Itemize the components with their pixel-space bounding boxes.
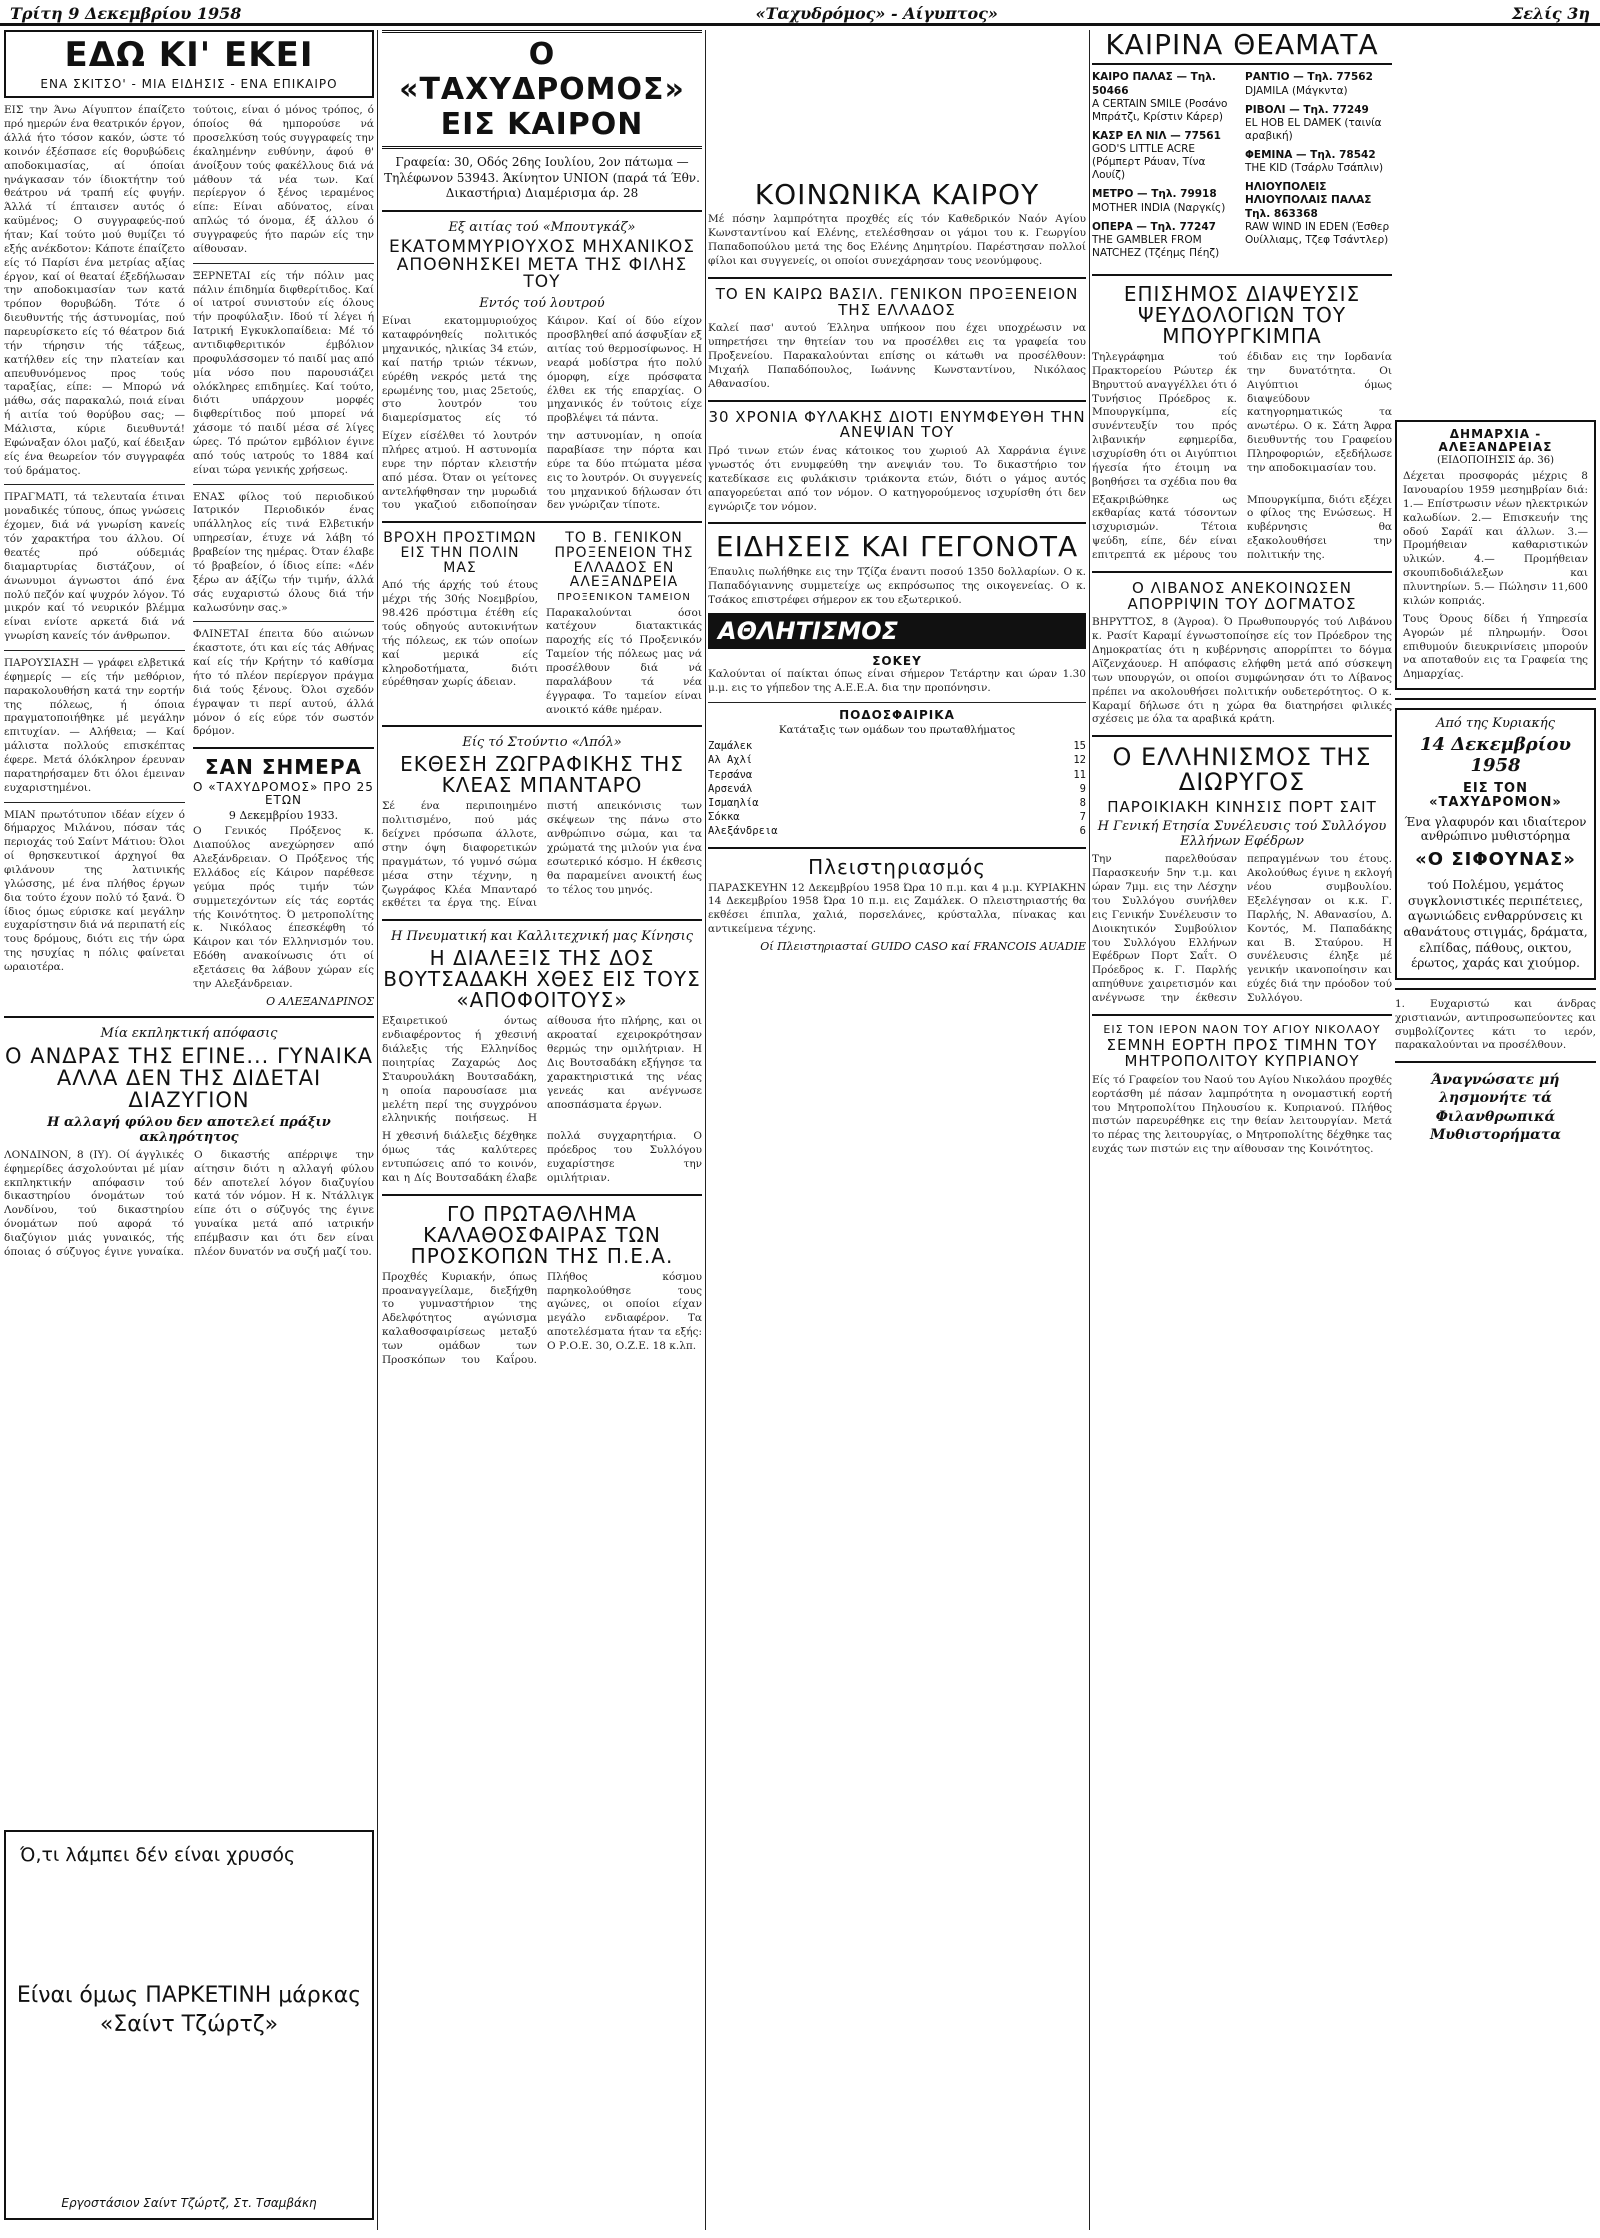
article-text: Τηλεγράφημα τού Πρακτορείου Ρώυτερ έκ Βηρυττού αναγγέλλει ότι ό Τυνήσιος Πρόεδρος κ. Μπουργκίμπα, είς συνέντευξίν του πρός λιβανικήν εφημερίδα, ισχυρίσθη ότι οι Αιγύπτιοι ήγεσία ήτο έτοιμη να βοηθήσει τα σχέδια που θα έδιδαν εις την Ιορδανία την δυνατότητα. Οι Αιγύπτιοι όμως διαψεύδουν κατηγορηματικώς τα ανωτέρω. Ο κ. Σάτη Άφρα διευθυντής του Γραφείου Πληροφοριών, εξεδήλωσε την αποδοκιμασίαν του.: [1092, 351, 1392, 488]
section-header-box: [4, 30, 374, 98]
column-2: [382, 30, 702, 2230]
serial-lead: Ένα γλαφυρόν και ιδιαίτερον ανθρώπινο μυθιστόρημα: [1404, 815, 1587, 844]
team-points: 11: [1073, 768, 1086, 781]
article-text: Την παρελθούσαν Παρασκευήν 5ην τ.μ. και ώραν 7μμ. εις την Λέσχην του Συλλόγου συνήλθεν εις Γενικήν Συνέλευσιν το Διοικητικόν Συμβούλιον του Συλλόγου Ελλήνων Εφέδρων Πορτ Σαΐτ. Ο Πρόεδρος κ. Γ. Παρλής απηύθυνε χαιρετισμόν και ανέγνωσε την έκθεσιν πεπραγμένων του έτους. Ακολούθως έγινε η εκλογή νέου συμβουλίου. Εξελέγησαν οι κ.κ. Γ. Παρλής, Ν. Αθανασίου, Δ. Κοντός, Μ. Παπαδάκης και Β. Σταύρου. Η συνέλευσις έληξε μέ γενικήν ικανοποίησιν και εύχές διά την πρόοδον τού Συλλόγου.: [1092, 853, 1392, 1004]
cinema-list-right: [1245, 71, 1392, 266]
notice-text: Τους Όρους δίδει ή Υπηρεσία Αγορών μέ πληρωμήν. Όσοι επιθυμούν διευκρινίσεις μπορούν να αποταθούν εις τα Γραφεία της Δημαρχίας.: [1403, 612, 1588, 681]
sports-subheading: Κατάταξις των ομάδων του πρωταθλήματος: [778, 724, 1016, 737]
divider: [1395, 698, 1596, 700]
article-headline: ΒΡΟΧΗ ΠΡΟΣΤΙΜΩΝ ΕΙΣ ΤΗΝ ΠΟΛΙΝ ΜΑΣ: [383, 530, 537, 576]
article-text: Προχθές Κυριακήν, όπως προαναγγείλαμε, διεξήχθη το γυμναστήριον της Αδελφότητος αγώνισμα καλαθοσφαιρίσεως μεταξύ των ομάδων των Προσκόπων του Καΐρου. Πλήθος κόσμου παρηκολούθησε τους αγώνες, οι οποίοι είχαν μεγάλο ενδιαφέρον. Τα αποτελέσματα ήταν τα εξής: Ο Ρ.Ο.Ε. 30, Ο.Ζ.Ε. 18 κ.λπ.: [382, 1270, 702, 1366]
cinema-film: THE GAMBLER FROM NATCHEZ (Τζέημς Πέηζ): [1092, 233, 1220, 259]
article-text: Είχεν είσέλθει τό λουτρόν πλήρες ατμού. Η αστυνομία ευρε την πόρταν κλειστήν από μέσα. Όταν οι γείτονες αντελήφθησαν την μυρωδιά του γκαζιού ειδοποίησαν την αστυνομίαν, η οποία παραβίασε την πόρτα και εύρε τα δύο πτώματα μέσα εις το λουτρόν. Οι συγγενείς του μηχανικού δήλωσαν ότι δεν γνώριζαν τίποτε.: [382, 430, 702, 512]
cinema-name: ΦΕΜΙΝΑ — Τηλ. 78542: [1245, 149, 1376, 162]
divider: [708, 522, 1086, 524]
divider: [1092, 274, 1392, 276]
municipal-notice: [1395, 420, 1596, 690]
divider: [193, 747, 374, 749]
article-headline: Ο ΕΛΛΗΝΙΣΜΟΣ ΤΗΣ ΔΙΩΡΥΓΟΣ: [1112, 743, 1372, 797]
divider: [1092, 1014, 1392, 1016]
cinema-entry: [1245, 181, 1392, 247]
office-address: Γραφεία: 30, Οδός 26ης Ιουλίου, 2ον πάτωμα — Τηλέφωνον 53943. Άκίνητον UNION (παρά τά Έθν. Δικαστήρια) Διαμέρισμα άρ. 28: [384, 155, 700, 201]
standings-row: [708, 782, 1086, 796]
parquet-advertisement: [4, 1830, 374, 2220]
article-text: Εξακριβώθηκε ως εκθαρίας κατά τόσοντων ισχυρισμών. Τέτοια ψεύδη, είπε, δέν είναι επιτρεπτά εκ μέρους του Μπουργκίμπα, διότι εξέχει ο φίλος της Ενώσεως. Η κυβέρνησις θα εξακολουθήσει την πολιτικήν της.: [1092, 493, 1392, 562]
standings-row: [708, 810, 1086, 824]
article-text: Είς τό Γραφείον του Ναού του Αγίου Νικολάου προχθές εορτάσθη μέ πάσαν λαμπρότητα η ονομαστική εορτή του Μητροπολίτου Πηλουσίου κ. Κυπριανού. Πλήθος πιστών παρευρέθηκε εις την θείαν λειτουργίαν. Μετά το πέρας της λειτουργίας, ο Μητροπολίτης δέχθηκε τας ευχάς των πιστών εις την αίθουσαν της Κοινότητος.: [1092, 1073, 1392, 1156]
divider: [4, 1016, 374, 1018]
article-kicker: Η Πνευματική και Καλλιτεχνική μας Κίνησις: [390, 929, 694, 945]
social-title: ΚΟΙΝΩΝΙΚΑ ΚΑΙΡΟΥ: [754, 178, 1040, 211]
divider: [193, 621, 374, 622]
cinema-name: ΚΑΙΡΟ ΠΑΛΑΣ — Τηλ. 50466: [1092, 71, 1216, 97]
divider: [1395, 988, 1596, 990]
article-text: τούτοις, είναι ό μόνος τρόπος, ό όποίος θά ημπορούσε νά προσελκύση τούς συγγραφείς την έκαλημένην ευθύνην, άφού θ' άνοίξουν τούς φακέλλους διά νά μάθουν τά νέα των. Καί περίεργον ό ξένος ιεραμένος είπε: Είναι αδύνατος, είναι απλώς τό όνομα, έξ άλλου ό συγγραφεύς ήτο παρών είς την αίθουσαν.: [193, 104, 374, 255]
column-3: [708, 30, 1086, 2230]
article-headline: Ο ΑΝΔΡΑΣ ΤΗΣ ΕΓΙΝΕ... ΓΥΝΑΙΚΑ ΑΛΛΑ ΔΕΝ ΤΗΣ ΔΙΔΕΤΑΙ ΔΙΑΖΥΓΙΟΝ: [5, 1043, 373, 1112]
divider: [4, 650, 185, 651]
article-text: ΠΑΡΑΣΚΕΥΗΝ 12 Δεκεμβρίου 1958 Ώρα 10 π.μ. και 4 μ.μ. ΚΥΡΙΑΚΗΝ 14 Δεκεμβρίου 1958 Ώρα 10 π.μ. εις Ζαμάλεκ. Ο πλειστηριαστής θα εκθέσει έπιπλα, χαλιά, πορσελάνες, κρύσταλλα, πίνακας και αντικείμενα τέχνης.: [708, 881, 1086, 936]
article-text: Σέ ένα περιποιημένο πολιτισμένο, πού μάς δείχνει πρόσωπα άλλοτε, στην όψη διαφορετικών πραγμάτων, τό γυμνό σώμα μέσα στην τέχνην, η ζωγράφος Κλέα Μπανταρό εκθέτει τα έργα της. Είναι πιστή απεικόνισις των σκέψεων της πάνω στο ανθρώπινο σώμα, και τα χρώματά της μιλούν για ένα εσωτερικό κόσμο. Η έκθεσις θα παραμείνει ανοικτή έως το τέλος του μηνός.: [382, 800, 702, 910]
serial-kicker: Από της Κυριακής: [1435, 716, 1555, 732]
divider: [708, 277, 1086, 279]
masthead-date: Τρίτη 9 Δεκεμβρίου 1958: [10, 4, 242, 23]
divider: [382, 1194, 702, 1196]
divider: [382, 725, 702, 727]
bottom-ad: Άναγνώσατε μή λησμονήτε τά Φιλανθρωπικά Μυθιστορήματα: [1429, 1072, 1562, 1143]
divider: [1092, 735, 1392, 737]
cinema-film: THE KID (Τσάρλυ Τσάπλιν): [1245, 162, 1384, 175]
article-kicker: Μία εκπληκτική απόφασις: [100, 1025, 278, 1041]
cinema-name: ΚΑΣΡ ΕΛ ΝΙΛ — 77561: [1092, 129, 1221, 142]
team-name: Ζαμάλεκ: [708, 740, 753, 753]
team-name: Σόκκα: [708, 811, 740, 824]
article-subheadline: ΠΡΟΞΕΝΙΚΟΝ ΤΑΜΕΙΟΝ: [557, 592, 691, 604]
divider: [4, 802, 185, 803]
standings-row: [708, 824, 1086, 838]
article-headline: ΣΕΜΝΗ ΕΟΡΤΗ ΠΡΟΣ ΤΙΜΗΝ ΤΟΥ ΜΗΤΡΟΠΟΛΙΤΟΥ ΚΥΠΡΙΑΝΟΥ: [1106, 1036, 1378, 1071]
standings-row: [708, 796, 1086, 810]
masthead-page: Σελίς 3η: [1511, 4, 1590, 23]
article-text: Καλούνται οί παίκται όπως είναι σήμερον Τετάρτην και ώραν 1.30 μ.μ. εις το γήπεδον της Α.Ε.Ε.Α. δια την προπόνησιν.: [708, 667, 1086, 694]
cinema-name: ΡΑΝΤΙΟ — Τηλ. 77562: [1245, 71, 1373, 84]
ad-slogan: Ό,τι λάμπει δέν είναι χρυσός: [20, 1844, 296, 1866]
article-headline: ΤΟ Β. ΓΕΝΙΚΟΝ ΠΡΟΞΕΝΕΙΟΝ ΤΗΣ ΕΛΛΑΔΟΣ ΕΝ ΑΛΕΞΑΝΔΡΕΙΑ: [554, 530, 694, 591]
article-subheadline: ΠΑΡΟΙΚΙΑΚΗ ΚΙΝΗΣΙΣ ΠΟΡΤ ΣΑΙΤ: [1107, 797, 1377, 816]
notice-title: ΔΗΜΑΡΧΙΑ - ΑΛΕΞΑΝΔΡΕΙΑΣ: [1438, 427, 1553, 454]
article-text: ΠΡΑΓΜΑΤΙ, τά τελευταία έτιναι μοναδικές τύπους, όπως γνώσεις έχομεν, διά νά γνωρίση κανείς τόν χαρακτήρα του άλλου. Οί θεατές πρό ούδεμιάς διαμαρτυρίας διστάζουν, οί άνωνυμοι άγνωστοι άπό ένα πολύ πεζόν καί ψυχρόν λόγον. Τό μικρόν καί τό νευρικόν βλέμμα είναι ενίοτε αρκετά διά νά γνωρίση κανείς τόν άνθρωπον.: [4, 491, 185, 643]
cinema-film: DJAMILA (Μάγκντα): [1245, 84, 1348, 97]
team-name: Αλεξάνδρεια: [708, 825, 778, 838]
article-headline: Η ΔΙΑΛΕΞΙΣ ΤΗΣ ΔΟΣ ΒΟΥΤΣΑΔΑΚΗ ΧΘΕΣ ΕΙΣ ΤΟΥΣ «ΑΠΟΦΟΙΤΟΥΣ»: [383, 946, 701, 1013]
article-text: ΒΗΡΥΤΤΟΣ, 8 (Άγροα). Ό Πρωθυπουργός τού Λιβάνου κ. Ρασίτ Καραμί έγνωστοποίησε είς τον Πρόεδρον της Δημοκρατίας ότι η κυβέρνησις απορρίπτει το δόγμα Αϊζενχάουερ. Η απόφασις ελήφθη μετά από σύσκεψη των υπουργών, οι οποίοι συμφώνησαν ότι το Λίβανος πρέπει να ακολουθήσει πολιτικήν ουδετερότητος. Ο κ. Καραμί δήλωσε ότι η χώρα θα διατηρήσει φιλικές σχέσεις με όλα τα αραβικά κράτη.: [1092, 616, 1392, 726]
divider: [1395, 1061, 1596, 1063]
column-divider: [705, 30, 706, 2230]
article-text: ΠΑΡΟΥΣΙΑΣΗ — γράφει ελβετικά έφημερίς — είς τήν μεθόριον, παρακολουθήση κατά την εορτήν της πόλεως, ή όποια πραγματοποιήθηκε μέ μεγάλην επιτυχίαν. — Αλήθεια; — Καί μάλιστα πολλούς επισκέπτας έφερε. Μετά όλόκληρον έρευναν παρατηρήσαμεν δτι όλοι έμειναν ευχαριστημένοι.: [4, 656, 185, 794]
column-5: [1395, 30, 1596, 2230]
divider: [193, 484, 374, 485]
team-name: Αρσενάλ: [708, 782, 753, 795]
divider: [193, 263, 374, 264]
serial-date: 14 Δεκεμβρίου 1958: [1420, 734, 1571, 777]
article-text: ΕΝΑΣ φίλος τού περιοδικού Ιατρικόν Περιοδικόν ένας υπάλληλος είς τινά Ελβετικήν υπηρεσίαν, έτυχε νά λάβη τό βραβείον της ημέρας. Όταν έλαβε τό βραβείον, ό ίδιος είπε: «Δέν ξέρω αν άξίζω τήν τιμήν, άλλά σάς ευχαριστώ όλους διά τήν καλωσύνην σας.»: [193, 490, 374, 614]
cinema-entry: [1245, 71, 1392, 97]
notice-text: Δέχεται προσφοράς μέχρις 8 Ιανουαρίου 1959 μεσημβρίαν διά: 1.— Επίστρωσιν νέων ηλεκτρικών καλωδίων. 2.— Επισκευήν της οδού Σαράϊ και άλλων. 3.— Προμήθειαν καθαριστικών υλικών. 4.— Προμήθειαν σκουπιδοδιάλεξων και πλυντηρίων. 5.— Πώλησιν 11,600 κιλών κοπριάς.: [1403, 470, 1588, 607]
article-subheadline: Η αλλαγή φύλου δεν αποτελεί πράξιν ακληρότητος: [47, 1114, 331, 1145]
history-subtitle: Ο «ΤΑΧΥΔΡΟΜΟΣ» ΠΡΟ 25 ΕΤΩΝ: [193, 780, 374, 807]
article-headline: ΓΟ ΠΡΩΤΑΘΛΗΜΑ ΚΑΛΑΘΟΣΦΑΙΡΑΣ ΤΩΝ ΠΡΟΣΚΟΠΩΝ ΤΗΣ Π.Ε.Α.: [410, 1201, 674, 1268]
standings-row: [708, 753, 1086, 767]
article-text: ΜΙΑΝ πρωτότυπον ιδέαν είχεν ό δήμαρχος Μιλάνου, πόσαν τάς περιοχάς τού Σαίντ Μάτιου: Όλοι οί θρησκευτικοί άρχηγοί θα φιλάνουν της λατινικής γλώσσης, μέ ένα πλήθος έργων δια τούτο έχουν πολύ τό ξανά. Ό ίδιος όμως εύρισκε καί μεγάλην ευχαρίστησιν διά νά περιπατή είς τους δρόμους, διότι εις τήν ώρα της ησυχίας η πόλις φαίνεται ωραιοτέρα.: [4, 808, 186, 973]
team-name: Τερσάνα: [708, 768, 753, 781]
cinema-name: ΜΕΤΡΟ — Τηλ. 79918: [1092, 188, 1217, 201]
article-headline: ΤΟ ΕΝ ΚΑΙΡΩ ΒΑΣΙΛ. ΓΕΝΙΚΟΝ ΠΡΟΞΕΝΕΙΟΝ ΤΗΣ ΕΛΛΑΔΟΣ: [715, 284, 1079, 319]
cinema-entry: [1092, 71, 1239, 124]
article-headline: ΕΚΑΤΟΜΜΥΡΙΟΥΧΟΣ ΜΗΧΑΝΙΚΟΣ ΑΠΟΘΝΗΣΚΕΙ ΜΕΤΑ ΤΗΣ ΦΙΛΗΣ ΤΟΥ: [389, 236, 695, 293]
team-points: 9: [1079, 782, 1086, 795]
cinema-title: ΚΑΙΡΙΝΑ ΘΕΑΜΑΤΑ: [1092, 30, 1392, 65]
article-text: Παρακαλούνται όσοι κατέχουν διατακτικάς παροχής είς τό Προξενικόν Ταμείον τής πόλεως μας νά προσέλθουν διά νά παραλάβουν τά νέα έγγραφα. Το ταμείον είναι ανοικτό κάθε ημέραν.: [546, 606, 702, 716]
auction-title: Πλειστηριασμός: [808, 854, 986, 879]
article-kicker: Εξ αιτίας τού «Μπουτγκάζ»: [448, 219, 636, 235]
article-text: Έπαυλις πωλήθηκε εις την Τζίζα έναντι ποσού 1350 δολλαρίων. Ο κ. Παπαδόγιαννης συμμετείχε ως εκπρόσωπος της οικογενείας. Ο κ. Τσάκος επιστρέφει σήμερον εκ του εξωτερικού.: [708, 565, 1086, 606]
history-signature: Ο ΑΛΕΞΑΝΔΡΙΝΟΣ: [266, 994, 374, 1008]
article-headline: ΕΚΘΕΣΗ ΖΩΓΡΑΦΙΚΗΣ ΤΗΣ ΚΛΕΑΣ ΜΠΑΝΤΑΡΟ: [400, 752, 684, 798]
cairo-edition-title: Ο «ΤΑΧΥΔΡΟΜΟΣ» ΕΙΣ ΚΑΙΡΟΝ: [382, 30, 702, 149]
divider: [382, 210, 702, 212]
article-text: ΦΛΙΝΕΤΑΙ έπειτα δύο αιώνων έκαστοτε, ότι και είς τάς Αθήνας καί είς τήν Κρήτην τό καθίσμα ήτο τό πλέον περίεργον πράγμα διά τούς ξένους. Όλοι σχεδόν έγραψαν τι περί αυτού, άλλά μόνον ό είς εύρε τόν σωστόν δρόμον.: [193, 628, 374, 738]
cinema-name: ΡΙΒΟΛΙ — Τηλ. 77249: [1245, 103, 1369, 116]
serial-announcement: [1395, 708, 1596, 980]
history-text: Ο Γενικός Πρόξενος κ. Διαπούλος ανεχώρησεν από Αλεξάνδρειαν. Ο Πρόξενος τής Ελλάδος είς Κάιρον παρέθεσε γεύμα πρός τιμήν τών συμμετεχόντων είς τάς εορτάς τής Κοινότητος. Ό μετροπολίτης κ. Νικόλαος έπεσκέφθη τό Κάιρον και τόν Ελληνισμόν του. Εδόθη ανακοίνωσις ότι οί εξετάσεις θα λάβουν χώραν είς την Αλεξάνδρειαν.: [193, 825, 374, 990]
cinema-entry: [1245, 149, 1392, 175]
masthead: [0, 4, 1600, 26]
article-headline: 30 ΧΡΟΝΙΑ ΦΥΛΑΚΗΣ ΔΙΟΤΙ ΕΝΥΜΦΕΥΘΗ ΤΗΝ ΑΝΕΨΙΑΝ ΤΟΥ: [708, 407, 1086, 442]
cinema-name: ΟΠΕΡΑ — Τηλ. 77247: [1092, 220, 1216, 233]
article-text: ΞΕΡΝΕΤΑΙ είς τήν πόλιν μας πάλιν έπιδημία διφθερίτιδος. Καί οί ιατροί συνιστούν είς όλους τήν προφύλαξιν. Ιδού τί λέγει ή Ιατρική Εγκυκλοπαίδεια: Μέ τό αντιδιφθεριτικόν έμβόλιον προφυλάσσομεν τό παιδί μας από μία νόσο που παρουσιάζει ολόκληρες επιδημίες. Καί τούτο, διότι υπάρχουν μορφές διφθερίτιδος πού μπορεί νά χάσομε τό παιδί μέσα σέ λίγες ώρες. Τό πρώτον εμβόλιον έγινε από τούς ιατρούς το 1884 καί είναι τώρα γενικής χρήσεως.: [193, 269, 374, 476]
cinema-entry: [1092, 130, 1239, 183]
cinema-film: EL HOB EL DAMEK (ταινία αραβική): [1245, 116, 1382, 142]
article-text: Μέ πόσην λαμπρότητα προχθές είς τόν Καθεδρικόν Ναόν Αγίου Κωνσταντίνου καί Ελένης, ετελέσθησαν οι γάμοι του κ. Γεωργίου Παπαδοπούλου μετά της δος Ελένης Δημητρίου. Παρέστησαν πολλοί φίλοι και συγγενείς, οι οποίοι συνεχάρησαν τους νεονύμφους.: [708, 213, 1086, 267]
team-points: 7: [1079, 811, 1086, 824]
divider: [708, 702, 1086, 703]
sports-banner: ΑΘΛΗΤΙΣΜΟΣ: [708, 613, 1086, 649]
serial-name: «Ο ΣΙΦΟΥΝΑΣ»: [1415, 849, 1576, 871]
article-kicker: Είς τό Στούντιο «Λπόλ»: [462, 735, 622, 751]
cinema-name: ΗΛΙΟΥΠΟΛΕΙΣ ΗΛΙΟΥΠΟΛΑΙΣ ΠΑΛΑΣ Τηλ. 863368: [1245, 181, 1372, 220]
team-points: 8: [1079, 796, 1086, 809]
article-text: Είναι εκατομμυριούχος καταφρόνηθείς πολιτικός μηχανικός, ηλικίας 34 ετών, καί πατήρ τριών τέκνων, εύρέθη νεκρός μετά της ερωμένης του, μιας 25ετούς, στο λουτρόν του διαμερίσματος είς τό Κάιρον. Καί οί δύο είχον προσβληθεί από άσφυξίαν εξ αιτίας τού θερμοσίφωνος. Η νεαρά μοδίστρα ήτο πολύ όμορφη, είχε πρόσφατα έλθει εκ τής επαρχίας. Ο μηχανικός έν τούτοις είχε προβλέψει τά πάντα.: [382, 315, 702, 425]
article-kicker: ΕΙΣ ΤΟΝ ΙΕΡΟΝ ΝΑΟΝ ΤΟΥ ΑΓΙΟΥ ΝΙΚΟΛΑΟΥ: [1103, 1022, 1381, 1036]
section-title: ΕΔΩ ΚΙ' ΕΚΕΙ: [64, 35, 314, 75]
article-text: ΕΙΣ την Άνω Αίγυπτον έπαίζετο πρό ημερών ένα θεατρικόν έργον, άλλά ήτο τόσον κακόν, ώστε τό κοινόν έξέσπασε είς θορυβώδεις αποδοκιμασίας, αί όποίαι ηνάγκασαν τόν ίδιοκτήτην τού θεάτρου νά τραπή είς φυγήν. Άλλά τί έπταισεν αυτός ό καϋμένος; Ο συγγραφεύς-πού ήταν; Καί τούτο μού θυμίζει τό εξής ανέκδοτον: Κάποτε έπαίζετο είς τό Παρίσι ένα μετρίας αξίας έργον, καί οί θεαταί έξεδήλωσαν την αποδοκιμασίαν των κατά τρόπον θορυβώδη. Τότε ό διευθυντής τής άστυνομίας, πού παρευρίσκετο είς τό θέατρον διά τήν τήρησιν τής τάξεως, κατήλθεν είς την πλατείαν και απευθυνόμενος προς τούς ταραξίας, είπε: — Μπορώ νά μάθω, σάς παρακαλώ, ποιά είναι ή αιτία τού θορύβου σας; — Μάλιστα, κύριε διευθυντά! Εφώναξαν όλοι μαζύ, καί έδειξαν είς ένα θεωρείον τόν συγγραφέα τού δράματος.: [4, 104, 185, 477]
column-divider: [377, 30, 378, 2230]
article-text: Η χθεσινή διάλεξις δέχθηκε όμως τάς καλύτερες εντυπώσεις από το κοινόν, και η Δίς Βουτσαδάκη έλαβε πολλά συγχαρητήρια. Ο πρόεδρος του Συλλόγου ευχαρίστησε την ομιλήτριαν.: [382, 1130, 702, 1184]
team-name: Αλ Αχλί: [708, 754, 753, 767]
standings-row: [708, 768, 1086, 782]
column-4: [1092, 30, 1392, 2230]
cinema-entry: [1092, 188, 1239, 214]
team-points: 15: [1073, 740, 1086, 753]
notice-subtitle: (ΕΙΔΟΠΟΙΗΣΙΣ άρ. 36): [1436, 455, 1555, 467]
article-text: Πρό τινων ετών ένας κάτοικος του χωριού Αλ Χαρράνια έγινε γνωστός ότι ενυμφεύθη την ανεψιάν του. Το δικαστήριο τον κατεδίκασε εις φυλάκισιν τριάκοντα ετών, διότι ο γάμος αυτός απαγορεύεται από τον νόμον. Ο κατηγορούμενος ισχυρίσθη ότι δεν εγνώριζε τον νόμον.: [708, 445, 1086, 513]
team-name: Ισμαηλία: [708, 796, 759, 809]
cinema-film: A CERTAIN SMILE (Ροσάνο Μπράτζι, Κρίστιν Κάρερ): [1092, 97, 1228, 123]
team-points: 6: [1079, 825, 1086, 838]
sports-heading: ΣΟΚΕΥ: [872, 654, 922, 669]
history-title: ΣΑΝ ΣΗΜΕΡΑ: [205, 755, 362, 780]
serial-title: ΕΙΣ ΤΟΝ «ΤΑΧΥΔΡΟΜΟΝ»: [1429, 781, 1562, 810]
article-text: Από τής άρχής τού έτους μέχρι τής 30ής Νοεμβρίου, 98.426 πρόστιμα έτέθη είς τούς οδηγούς αυτοκινήτων τής πόλεως, εκ τών οποίων καί μερικά είς κληροδοτήματα, διότι εύρέθησαν χωρίς άδειαν.: [382, 579, 538, 689]
section-subtitle: ΕΝΑ ΣΚΙΤΣΟ' - ΜΙΑ ΕΙΔΗΣΙΣ - ΕΝΑ ΕΠΙΚΑΙΡΟ: [40, 76, 338, 91]
article-headline: ΕΠΙΣΗΜΟΣ ΔΙΑΨΕΥΣΙΣ ΨΕΥΔΟΛΟΓΙΩΝ ΤΟΥ ΜΠΟΥΡΓΚΙΜΠΑ: [1123, 282, 1361, 349]
divider: [708, 400, 1086, 402]
news-title: ΕΙΔΗΣΕΙΣ ΚΑΙ ΓΕΓΟΝΟΤΑ: [715, 530, 1079, 564]
article-text: Καλεί πασ' αυτού Έλληνα υπήκοον που έχει υποχρέωσιν να υπηρετήσει την θητείαν του να προσέλθει εις τα γραφεία του Προξενείου. Παρακαλούνται επίσης οι κάτωθι να προσέλθουν: Μιχαήλ Παπαδόπουλος, Ιωάννης Κωνσταντίνου, Νικόλαος Αθανασίου.: [708, 322, 1086, 390]
article-kicker: Εντός τού λουτρού: [479, 296, 605, 312]
cinema-list-left: [1092, 71, 1239, 266]
divider: [1092, 571, 1392, 573]
small-ad: 1. Ευχαριστώ και άνδρας χριστιανών, αντιπροσωπεύοντες και συμβολίζοντες κάτι το ιερόν, παρακαλούνται να προσέλθουν.: [1395, 997, 1596, 1052]
cinema-film: MOTHER INDIA (Ναργκίς): [1092, 201, 1226, 214]
team-points: 12: [1073, 754, 1086, 767]
standings-table: [708, 739, 1086, 838]
article-headline: Ο ΛΙΒΑΝΟΣ ΑΝΕΚΟΙΝΩΣΕΝ ΑΠΟΡΡΙΨΙΝ ΤΟΥ ΔΟΓΜΑΤΟΣ: [1127, 578, 1357, 613]
divider: [382, 919, 702, 921]
serial-description: τού Πολέμου, γεμάτος συγκλονιστικές περιπέτειες, αγωνιώδεις ενθαρρύνσεις κι αθανάτους στιγμάς, δράματα, ελπίδας, πάθους, οικτου, έρωτος, χαράς και χιούμορ.: [1403, 878, 1588, 971]
divider: [4, 484, 185, 485]
cinema-entry: [1092, 221, 1239, 260]
sports-heading: ΠΟΔΟΣΦΑΙΡΙΚΑ: [839, 707, 955, 722]
auction-signature: Οί Πλειστηριασταί GUIDO CASO καί FRANCOIS AUADIE: [760, 939, 1086, 953]
cinema-film: RAW WIND IN EDEN (Έσθερ Ουίλλιαμς, Τζεφ Τσάντλερ): [1245, 220, 1390, 246]
history-date: 9 Δεκεμβρίου 1933.: [228, 809, 339, 823]
ad-product: Είναι όμως ΠΑΡΚΕΤΙΝΗ μάρκας «Σαίντ Τζώρτζ»: [16, 1983, 362, 2037]
divider: [382, 521, 702, 523]
article-text: Εξαιρετικού όντως ενδιαφέροντος ή χθεσινή διάλεξις τής Ελληνίδος ποιητρίας Ζαχαρώς Δος Σταυρουλάκη Βουτσαδάκη, η οποία παρουσίασε μια μελέτη περί της συγχρόνου ελληνικής ποιήσεως. Η αίθουσα ήτο πλήρης, και οι ακροαταί εχειροκρότησαν θερμώς την ομιλήτριαν. Η Δις Βουτσαδάκη εξήγησε τα χαρακτηριστικά της νέας γενεάς και ανέγνωσε αποσπάσματα έργων.: [382, 1015, 702, 1125]
masthead-paper: «Ταχυδρόμος» - Αίγυπτος»: [755, 4, 998, 23]
column-divider: [1089, 30, 1090, 2230]
article-kicker: Η Γενική Ετησία Συνέλευσις τού Συλλόγου Ελλήνων Εφέδρων: [1097, 819, 1387, 850]
cinema-entry: [1245, 104, 1392, 143]
divider: [708, 847, 1086, 849]
article-text: ΛΟΝΔΙΝΟΝ, 8 (ΙΥ). Οί άγγλικές έφημερίδες άσχολούνται μέ μίαν εκπληκτικήν απόφασιν τού δικαστηρίου όνομάτων τού Λονδίνου, τού δικαστηρίου όνομάτων πού αφορά τό διαζύγιον μιάς γυναικός, τής όποιας ό σύζυγος έγινε γυναίκα. Ο δικαστής απέρριψε την αίτησιν διότι η αλλαγή φύλου δέν αποτελεί λόγον διαζυγίου κατά τόν νόμον. Η κ. Ντάλλιγκ είπε ότι ο σύζυγός της έγινε γυναίκα μετά από ιατρικήν επέμβασιν και ότι δεν είναι πλέον δυνατόν να συζή μαζί του.: [4, 1148, 374, 1258]
cinema-film: GOD'S LITTLE ACRE (Ρόμπερτ Ράυαν, Τίνα Λουίζ): [1092, 143, 1206, 182]
ad-factory: Εργοστάσιον Σαίντ Τζώρτζ, Στ. Τσαμβάκη: [61, 2196, 317, 2210]
standings-row: [708, 739, 1086, 753]
